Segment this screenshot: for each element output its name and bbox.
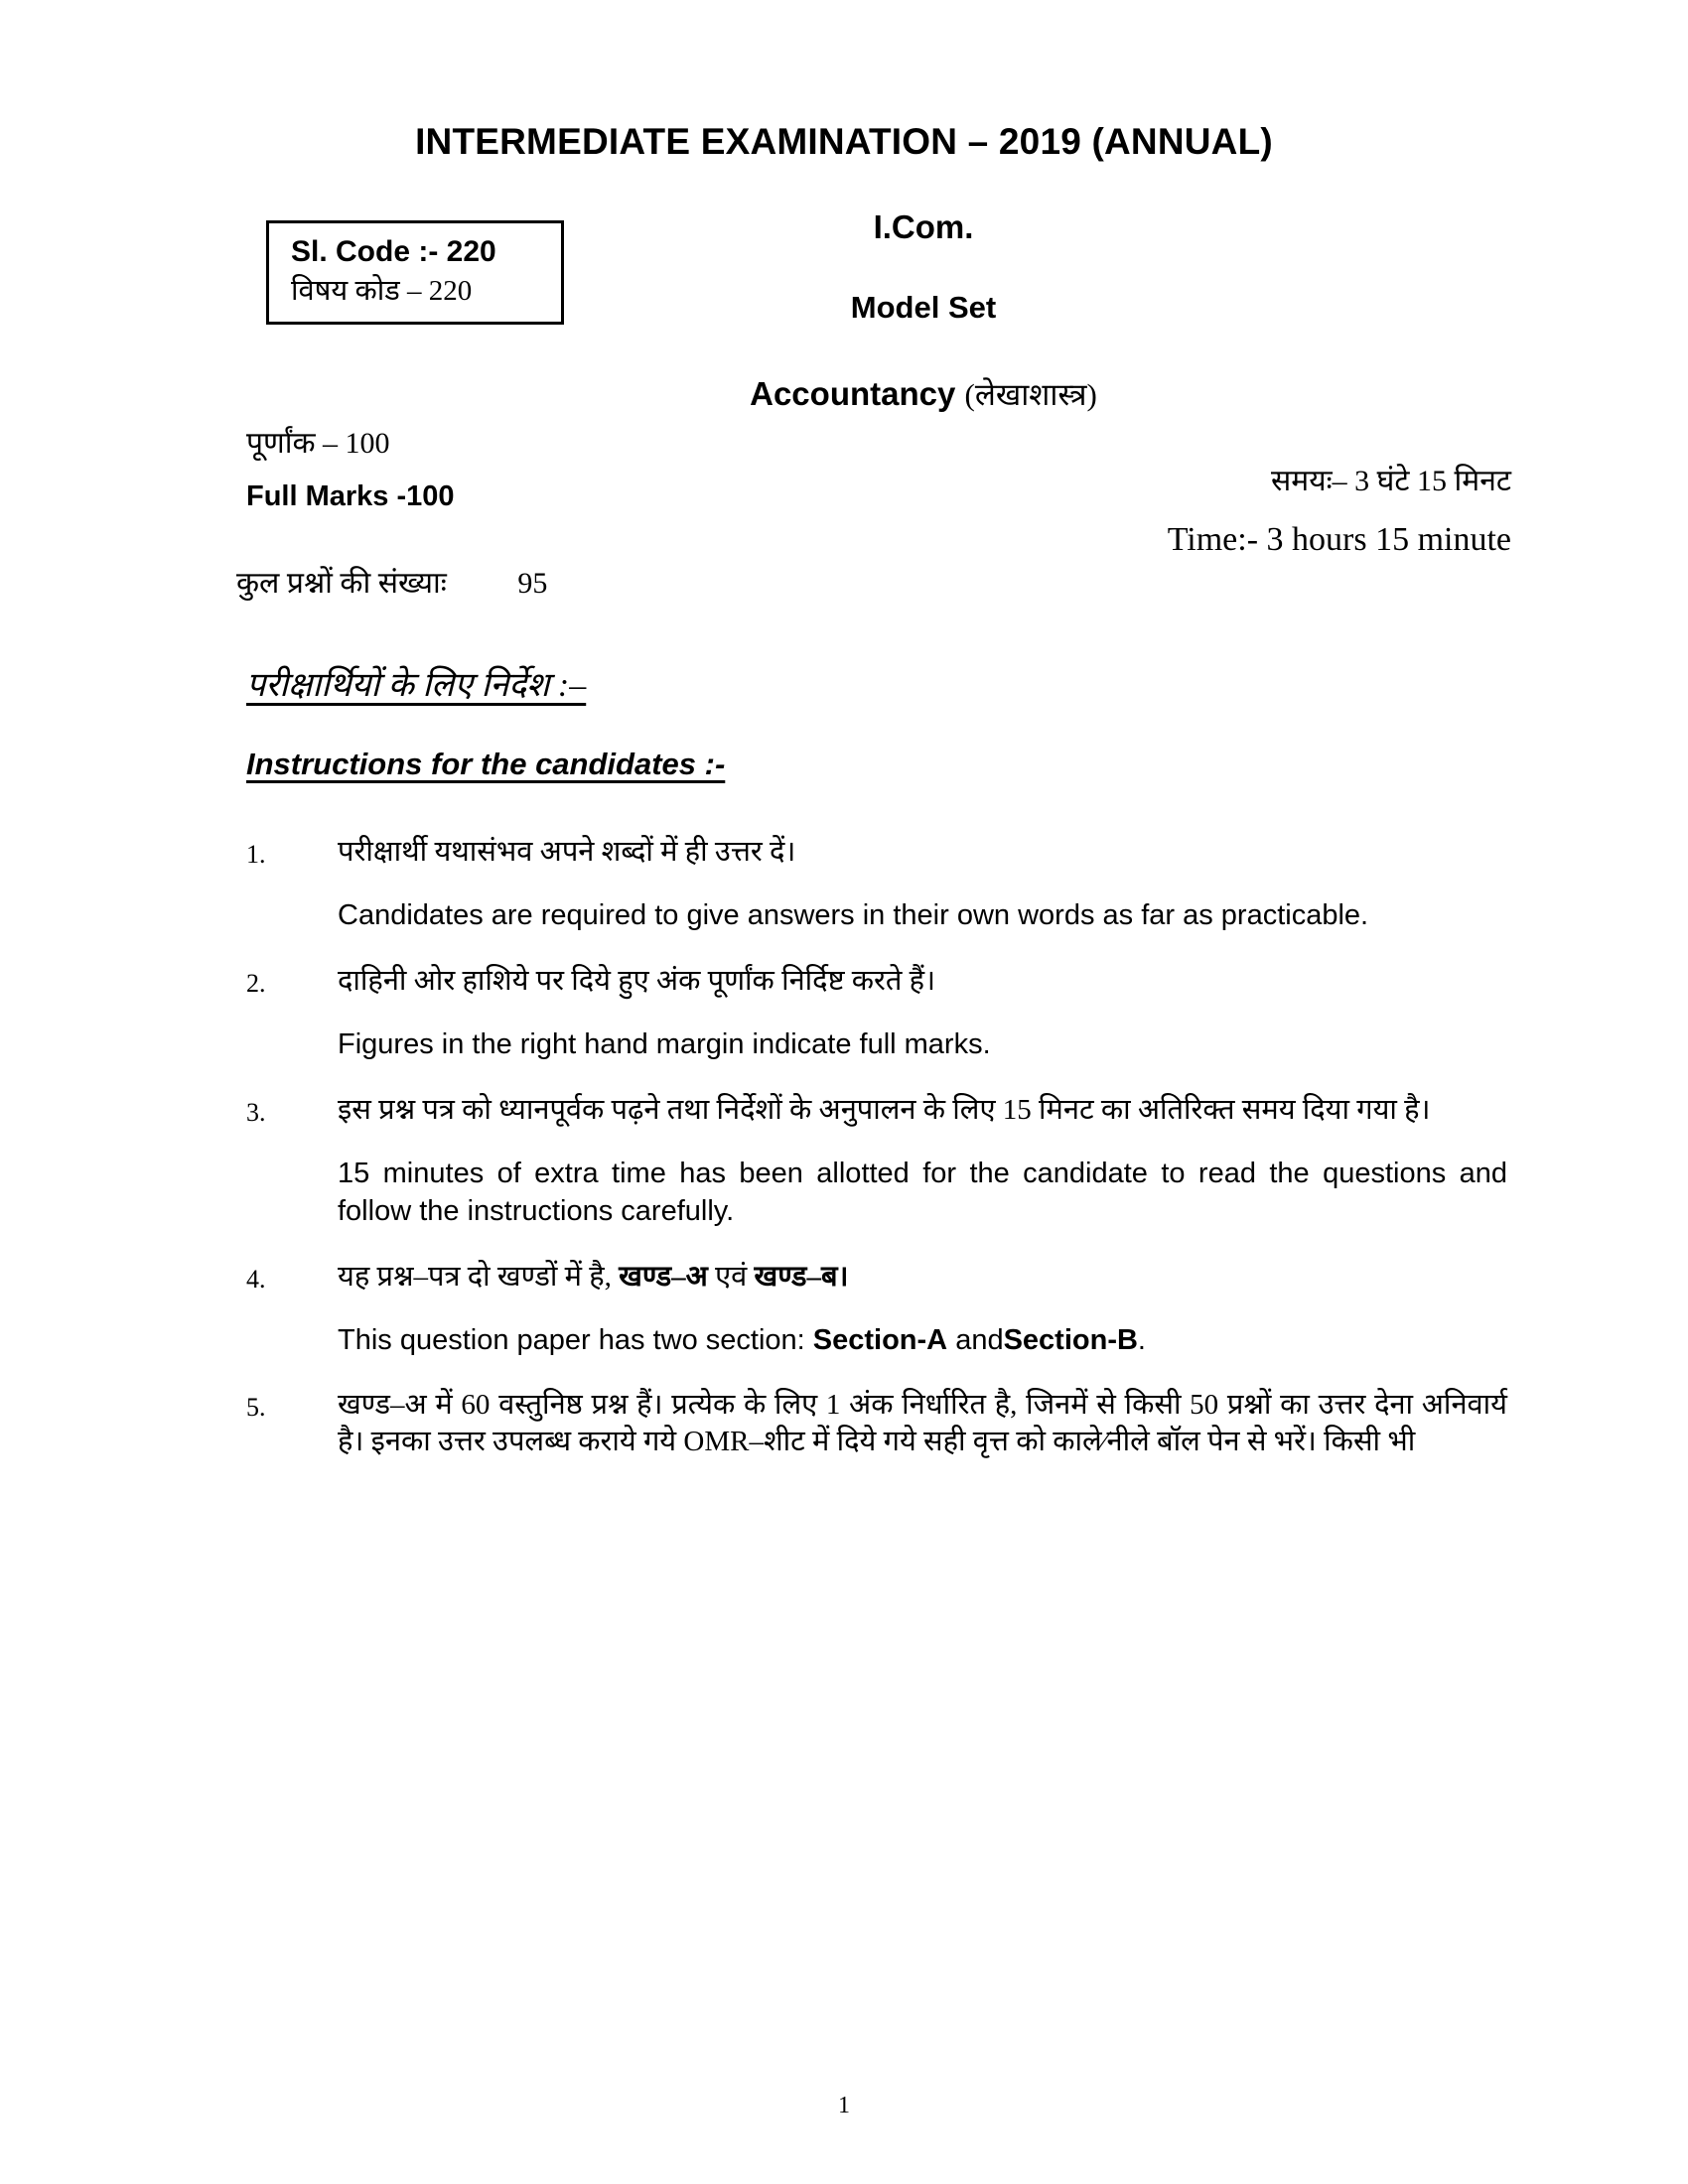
time-block: [1168, 459, 1511, 559]
instruction-4-english-section-a: Section-A: [812, 1323, 948, 1356]
subject-line: [556, 373, 1291, 415]
total-questions-label: कुल प्रश्नों की संख्याः: [236, 567, 447, 600]
full-marks-english: Full Marks -100: [246, 480, 455, 512]
instruction-4-english-part1: This question paper has two section:: [338, 1323, 805, 1356]
instruction-number: 5.: [246, 1393, 266, 1423]
instruction-4-english-conjunction: and: [955, 1323, 1004, 1356]
paper-heading-block: [556, 208, 1291, 415]
subject-code-hindi: विषय कोड – 220: [291, 274, 473, 307]
page-number: 1: [838, 2093, 850, 2118]
model-set-label: Model Set: [850, 290, 997, 325]
instruction-item-2: [246, 963, 1507, 1092]
subject-name-hindi: (लेखाशास्त्र): [964, 377, 1097, 412]
instruction-item-3: [246, 1092, 1507, 1259]
subject-name-english: Accountancy: [750, 375, 956, 412]
time-english: Time:- 3 hours 15 minute: [1167, 521, 1511, 558]
time-hindi: समयः– 3 घंटे 15 मिनट: [1270, 465, 1511, 497]
instruction-number: 2.: [246, 968, 266, 998]
instructions-list: [246, 834, 1507, 1487]
instruction-body: [338, 1092, 1507, 1259]
instruction-text-hindi: [338, 1259, 1507, 1295]
instruction-text-english: Figures in the right hand margin indicate full marks.: [338, 1028, 991, 1061]
instruction-4-hindi-section-a: खण्ड–अ: [619, 1260, 708, 1293]
instruction-text-english: Candidates are required to give answers in their own words as far as practicable.: [338, 899, 1369, 932]
instruction-item-4: [246, 1259, 1507, 1388]
instruction-text-hindi: दाहिनी ओर हाशिये पर दिये हुए अंक पूर्णांक निर्दिष्ट करते हैं।: [338, 964, 936, 997]
instruction-text-hindi: इस प्रश्न पत्र को ध्यानपूर्वक पढ़ने तथा निर्देशों के अनुपालन के लिए 15 मिनट का अतिरिक्त समय दिया गया है।: [338, 1093, 1431, 1126]
full-marks-block: [246, 429, 455, 513]
subject-code-english: Sl. Code :- 220: [291, 235, 496, 268]
instructions-heading-hindi: परीक्षार्थियों के लिए निर्देश :–: [246, 667, 587, 704]
instruction-number: 3.: [246, 1097, 266, 1127]
instruction-4-english-period: .: [1137, 1323, 1146, 1356]
instruction-body: [338, 1259, 1507, 1388]
instruction-body: [338, 963, 1507, 1092]
instruction-4-hindi-section-b: खण्ड–ब।: [754, 1260, 849, 1293]
instruction-body: [338, 1387, 1507, 1487]
course-name: I.Com.: [873, 208, 974, 245]
instruction-item-5: [246, 1387, 1507, 1487]
instruction-4-hindi-conjunction: एवं: [715, 1260, 748, 1293]
instruction-body: [338, 834, 1507, 963]
instructions-heading-english: Instructions for the candidates :-: [246, 747, 726, 781]
instruction-text-hindi: परीक्षार्थी यथासंभव अपने शब्दों में ही उत्तर दें।: [338, 836, 796, 868]
instruction-4-english-section-b: Section-B: [1003, 1323, 1138, 1356]
exam-title: INTERMEDIATE EXAMINATION – 2019 (ANNUAL): [415, 121, 1273, 162]
instruction-text-english: 15 minutes of extra time has been allotted for the candidate to read the questions and follow the instructions carefully.: [338, 1158, 1507, 1227]
instruction-item-1: [246, 834, 1507, 963]
instruction-number: 4.: [246, 1264, 266, 1294]
total-questions-block: [236, 561, 547, 602]
instruction-number: 1.: [246, 840, 266, 869]
full-marks-hindi: पूर्णांक – 100: [246, 427, 390, 460]
instruction-text-english: [338, 1322, 1507, 1360]
instruction-4-hindi-part1: यह प्रश्न–पत्र दो खण्डों में है,: [338, 1260, 612, 1293]
total-questions-value: 95: [517, 567, 548, 600]
instruction-text-hindi: खण्ड–अ में 60 वस्तुनिष्ठ प्रश्न हैं। प्रत्येक के लिए 1 अंक निर्धारित है, जिनमें से किसी 50 प्रश्नों का उत्तर देना अनिवार्य है। इनका उत्तर उपलब्ध कराये गये OMR–शीट में दिये गये सही वृत्त को काले⁄नीले बॉल पेन से भरें। किसी भी: [338, 1389, 1507, 1457]
subject-code-box: [266, 220, 564, 325]
